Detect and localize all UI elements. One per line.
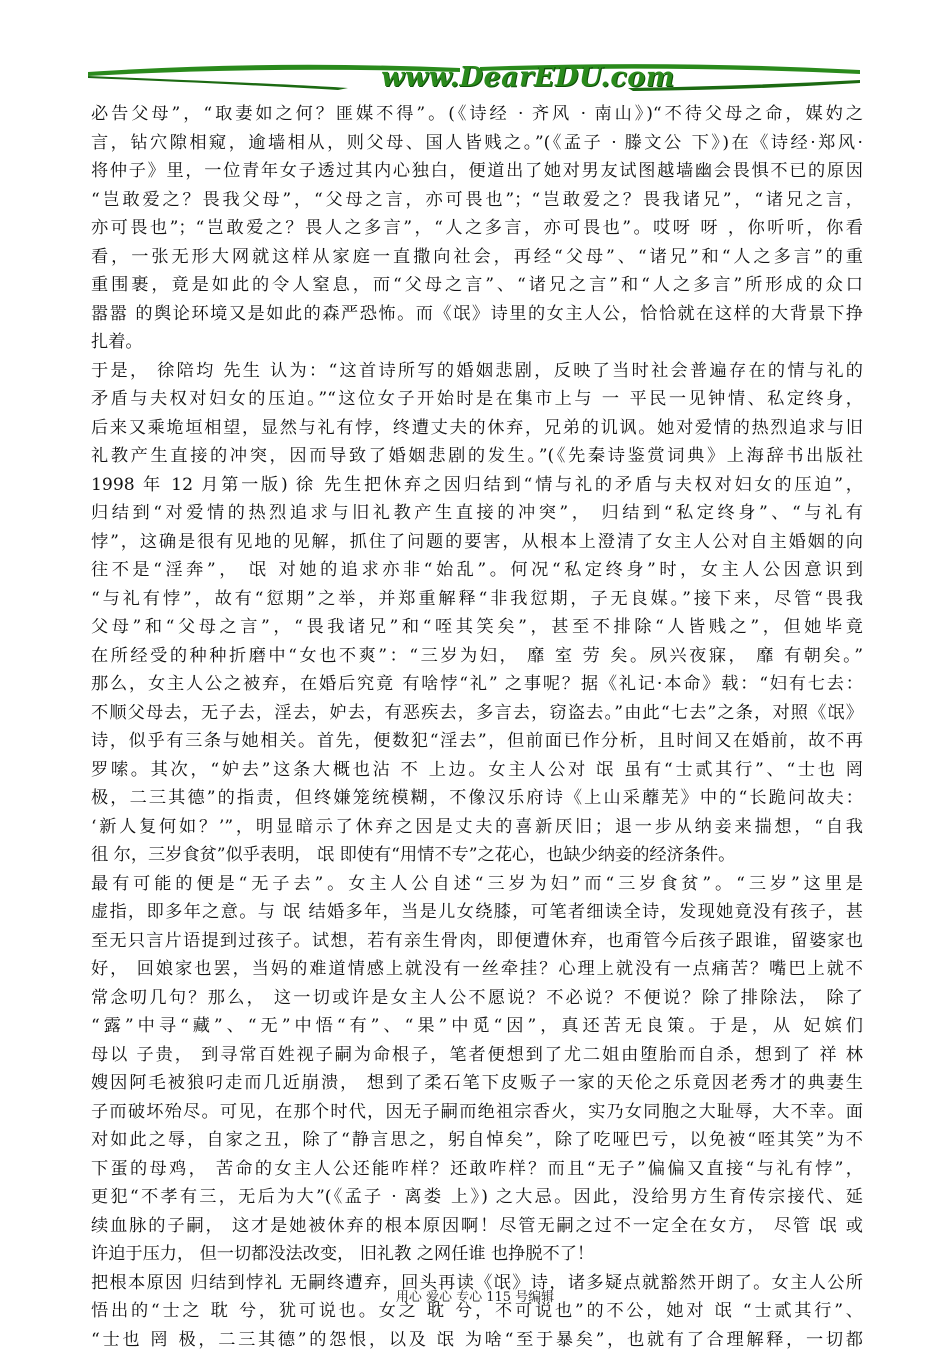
text-line: 好， 回娘家也罢，当妈的难道情感上就没有一丝牵挂？心理上就没有一点痛苦？嘴巴上就不: [91, 955, 863, 984]
text-line: 子而破坏殆尽。可见，在那个时代，因无子嗣而绝祖宗香火，实乃女同胞之大耻辱，大不幸。面: [91, 1098, 863, 1127]
text-line: 那么，女主人公之被弃，在婚后究竟 有啥悖“礼” 之事呢？据《礼记·本命》载：“妇有七去：: [91, 670, 863, 699]
text-line: 至无只言片语提到过孩子。试想，若有亲生骨肉，即便遭休弃，也甭管今后孩子跟谁，留婆家也: [91, 927, 863, 956]
text-line: 续血脉的子嗣， 这才是她被休弃的根本原因啊！尽管无嗣之过不一定全在女方， 尽管 氓 或: [91, 1212, 863, 1241]
text-line: 不顺父母去，无子去，淫去，妒去，有恶疾去，多言去，窃盗去。”由此“七去”之条，对照《氓》: [91, 699, 863, 728]
text-line: 将仲子》里，一位青年女子透过其内心独白，便道出了她对男友试图越墙幽会畏惧不已的原因: [91, 157, 863, 186]
text-line: 更犯“不孝有三，无后为大”(《孟子 · 离娄 上》) 之大忌。因此，没给男方生育传宗接代、延: [91, 1183, 863, 1212]
text-line: 嫂因阿毛被狼叼走而几近崩溃， 想到了柔石笔下皮贩子一家的天伦之乐竟因老秀才的典妻生: [91, 1069, 863, 1098]
text-line: 悖”，这确是很有见地的见解，抓住了问题的要害，从根本上澄清了女主人公对自主婚姻的向: [91, 528, 863, 557]
text-line: 诗，似乎有三条与她相关。首先，便数犯“淫去”，但前面已作分析，且时间又在婚前，故不再: [91, 727, 863, 756]
page-footer: 用心 爱心 专心 115 号编辑: [0, 1286, 950, 1305]
text-line: 礼教产生直接的冲突，因而导致了婚姻悲剧的发生。”(《先秦诗鉴赏词典》上海辞书出版社: [91, 442, 863, 471]
text-line: 罗嗦。其次，“妒去”这条大概也沾 不 上边。女主人公对 氓 虽有“士贰其行”、“士也 罔: [91, 756, 863, 785]
text-line: 对如此之辱，自家之丑，除了“静言思之，躬自悼矣”，除了吃哑巴亏，以免被“咥其笑”为不: [91, 1126, 863, 1155]
text-line: 必告父母”，“取妻如之何？匪媒不得”。(《诗经 · 齐风 · 南山》)“不待父母之命，媒妁之: [91, 100, 863, 129]
text-line: 重围裹，竟是如此的令人窒息，而“父母之言”、“诸兄之言”和“人之多言”所形成的众口: [91, 271, 863, 300]
text-line: 于是， 徐陪均 先生 认为：“这首诗所写的婚姻悲剧，反映了当时社会普遍存在的情与礼的: [91, 357, 863, 386]
text-line: 把根本原因 归结到悖礼 无嗣终遭弃，回头再读《氓》诗，诸多疑点就豁然开朗了。女主人公所: [91, 1269, 863, 1298]
text-line: “士也 罔 极，二三其德”的怨恨，以及 氓 为啥“至于暴矣”，也就有了合理解释，一切都: [91, 1326, 863, 1354]
text-line: 母以 子贵， 到寻常百姓视子嗣为命根子，笔者便想到了尤二姐由堕胎而自杀，想到了 祥 林: [91, 1041, 863, 1070]
text-line: 许迫于压力， 但一切都没法改变， 旧礼教 之网任谁 也挣脱不了！: [91, 1240, 863, 1269]
text-line: “露”中寻“藏”、“无”中悟“有”、“果”中觅“因”，真还苦无良策。于是，从 妃嫔们: [91, 1012, 863, 1041]
text-line: 下蛋的母鸡， 苦命的女主人公还能咋样？还敢咋样？而且“无子”偏偏又直接“与礼有悖”，: [91, 1155, 863, 1184]
text-line: 看，一张无形大网就这样从家庭一直撒向社会，再经“父母”、“诸兄”和“人之多言”的重: [91, 243, 863, 272]
text-line: “岂敢爱之？畏我父母”，“父母之言，亦可畏也”；“岂敢爱之？畏我诸兄”，“诸兄之言，: [91, 186, 863, 215]
text-line: 虚指，即多年之意。与 氓 结婚多年，当是儿女绕膝，可笔者细读全诗，发现她竟没有孩子，甚: [91, 898, 863, 927]
text-line: 常念叨几句？那么， 这一切或许是女主人公不愿说？不必说？不便说？除了排除法， 除了: [91, 984, 863, 1013]
text-line: 极，二三其德”的指责，但终嫌笼统模糊，不像汉乐府诗《上山采蘼芜》中的“长跪问故夫：: [91, 784, 863, 813]
text-line: 后来又乘垝垣相望，显然与礼有悖，终遭丈夫的休弃，兄弟的讥讽。她对爱情的热烈追求与旧: [91, 414, 863, 443]
text-line: 嚣嚣 的舆论环境又是如此的森严恐怖。而《氓》诗里的女主人公，恰恰就在这样的大背景下挣: [91, 300, 863, 329]
text-line: 矛盾与夫权对妇女的压迫。”“这位女子开始时是在集市上与 一 平民一见钟情、私定终身，: [91, 385, 863, 414]
text-line: 徂 尔，三岁食贫”似乎表明， 氓 即使有“用情不专”之花心，也缺少纳妾的经济条件。: [91, 841, 863, 870]
site-logo[interactable]: www.DearEDU.com: [338, 62, 718, 93]
text-line: 归结到“对爱情的热烈追求与旧礼教产生直接的冲突”， 归结到“私定终身”、“与礼有: [91, 499, 863, 528]
site-header: [88, 58, 860, 104]
text-line: 往不是“淫奔”， 氓 对她的追求亦非“始乱”。何况“私定终身”时，女主人公因意识到: [91, 556, 863, 585]
text-line: 在所经受的种种折磨中“女也不爽”：“三岁为妇， 靡 室 劳 矣。夙兴夜寐， 靡 有朝矣。”: [91, 642, 863, 671]
text-line: 言，钻穴隙相窥，逾墙相从，则父母、国人皆贱之。”(《孟子 · 滕文公 下》)在《诗经·郑风·: [91, 129, 863, 158]
text-line: 1998 年 12 月第一版) 徐 先生把休弃之因归结到“情与礼的矛盾与夫权对妇女的压迫”，: [91, 471, 863, 500]
text-line: 父母”和“父母之言”，“畏我诸兄”和“咥其笑矣”，甚至不排除“人皆贱之”，但她毕竟: [91, 613, 863, 642]
text-line: 扎着。: [91, 328, 863, 357]
text-line: “与礼有悖”，故有“愆期”之举，并郑重解释“非我愆期，子无良媒。”接下来，尽管“畏我: [91, 585, 863, 614]
text-line: 亦可畏也”；“岂敢爱之？畏人之多言”，“人之多言，亦可畏也”。哎呀 呀 ，你听听，你看: [91, 214, 863, 243]
text-line: 最有可能的便是“无子去”。女主人公自述“三岁为妇”而“三岁食贫”。“三岁”这里是: [91, 870, 863, 899]
article-body: [91, 100, 863, 1354]
text-line: 悟出的“士之 耽 兮，犹可说也。女之 耽 兮，不可说也”的不公，她对 氓 “士贰其行”、: [91, 1297, 863, 1326]
text-line: ‘新人复何如？’”，明显暗示了休弃之因是丈夫的喜新厌旧；退一步从纳妾来揣想，“自我: [91, 813, 863, 842]
